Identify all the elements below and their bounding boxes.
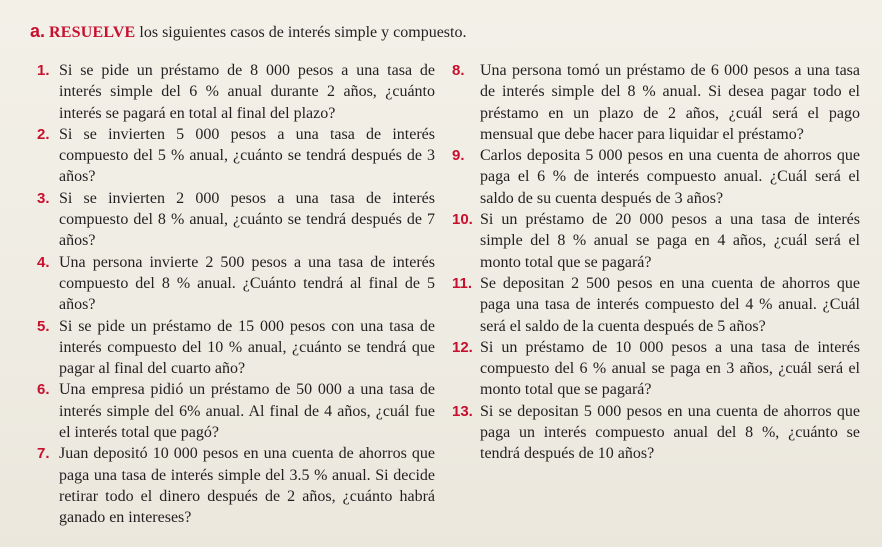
exercise-number: 11. bbox=[452, 274, 473, 292]
exercise-text: Si un préstamo de 10 000 pesos a una tasa de interés compuesto del 6 % anual se paga en 3 años, ¿cuál será el monto total que se pagará? bbox=[480, 338, 860, 399]
exercise-item-8 bbox=[452, 60, 860, 145]
exercise-text: Una persona invierte 2 500 pesos a una tasa de interés compuesto del 8 % anual. ¿Cuánto tendrá al final de 5 años? bbox=[59, 253, 435, 314]
exercise-text: Una persona tomó un préstamo de 6 000 pesos a una tasa de interés simple del 8 % anual. Si desea pagar todo el préstamo en un plazo de 2 años, ¿cuál será el pago mensual que debe hacer para liquidar el préstamo? bbox=[480, 62, 860, 143]
exercise-text: Si se pide un préstamo de 8 000 pesos a una tasa de interés simple del 6 % anual durante 2 años, ¿cuánto interés se pagará en total al final del plazo? bbox=[59, 62, 435, 122]
exercise-text: Si se pide un préstamo de 15 000 pesos con una tasa de interés compuesto del 10 % anual, ¿cuánto se tendrá que pagar al final del cuarto año? bbox=[59, 317, 435, 378]
exercise-item-9 bbox=[452, 145, 860, 209]
exercise-number: 2. bbox=[37, 125, 50, 143]
left-column bbox=[37, 60, 435, 529]
exercise-text: Si un préstamo de 20 000 pesos a una tasa de interés simple del 8 % anual se paga en 4 años, ¿cuál será el monto total que se pagará? bbox=[480, 211, 860, 271]
exercise-item-5 bbox=[37, 316, 435, 380]
exercise-number: 1. bbox=[37, 62, 50, 79]
exercise-number: 10. bbox=[452, 211, 473, 229]
exercise-item-7 bbox=[37, 443, 435, 528]
exercise-heading bbox=[30, 20, 466, 44]
exercise-item-2 bbox=[37, 124, 435, 188]
exercise-number: 5. bbox=[37, 317, 50, 335]
exercise-item-12 bbox=[452, 337, 860, 401]
exercise-number: 3. bbox=[37, 189, 50, 207]
exercise-text: Si se invierten 2 000 pesos a una tasa de interés compuesto del 8 % anual, ¿cuánto se tendrá después de 7 años? bbox=[59, 189, 435, 250]
exercise-item-10 bbox=[452, 209, 860, 273]
exercise-text: Si se invierten 5 000 pesos a una tasa de interés compuesto del 5 % anual, ¿cuánto se tendrá después de 3 años? bbox=[59, 125, 435, 186]
exercise-item-1 bbox=[37, 60, 435, 124]
section-letter: a. bbox=[30, 21, 46, 41]
exercise-item-6 bbox=[37, 379, 435, 443]
exercise-text: Se depositan 2 500 pesos en una cuenta de ahorros que paga una tasa de interés compuesto del 4 % anual. ¿Cuál será el saldo de la cuenta después de 5 años? bbox=[480, 274, 860, 335]
exercise-number: 13. bbox=[452, 402, 473, 420]
exercise-number: 9. bbox=[452, 147, 465, 165]
exercise-item-4 bbox=[37, 252, 435, 316]
exercise-text: Una empresa pidió un préstamo de 50 000 a una tasa de interés simple del 6% anual. Al final de 4 años, ¿cuál fue el interés total que pagó? bbox=[59, 381, 435, 442]
exercise-item-11 bbox=[452, 273, 860, 337]
instruction-text: los siguientes casos de interés simple y compuesto. bbox=[139, 24, 467, 41]
exercise-text: Si se depositan 5 000 pesos en una cuenta de ahorros que paga un interés compuesto anual del 8 %, ¿cuánto se tendrá después de 10 años? bbox=[480, 402, 860, 463]
exercise-number: 6. bbox=[37, 381, 50, 399]
right-column bbox=[452, 60, 860, 465]
exercise-number: 4. bbox=[37, 253, 50, 271]
exercise-text: Juan depositó 10 000 pesos en una cuenta de ahorros que paga una tasa de interés simple del 3.5 % anual. Si decide retirar todo el dinero después de 2 años, ¿cuánto habrá ganado en intereses? bbox=[59, 445, 435, 527]
exercise-item-3 bbox=[37, 188, 435, 252]
exercise-text: Carlos deposita 5 000 pesos en una cuenta de ahorros que paga el 6 % de interés compuesto anual. ¿Cuál será el saldo de su cuenta después de 3 años? bbox=[480, 147, 860, 207]
exercise-number: 12. bbox=[452, 338, 473, 356]
instruction-verb: RESUELVE bbox=[49, 24, 136, 41]
exercise-item-13 bbox=[452, 401, 860, 465]
exercise-number: 8. bbox=[452, 62, 465, 79]
exercise-number: 7. bbox=[37, 445, 50, 463]
